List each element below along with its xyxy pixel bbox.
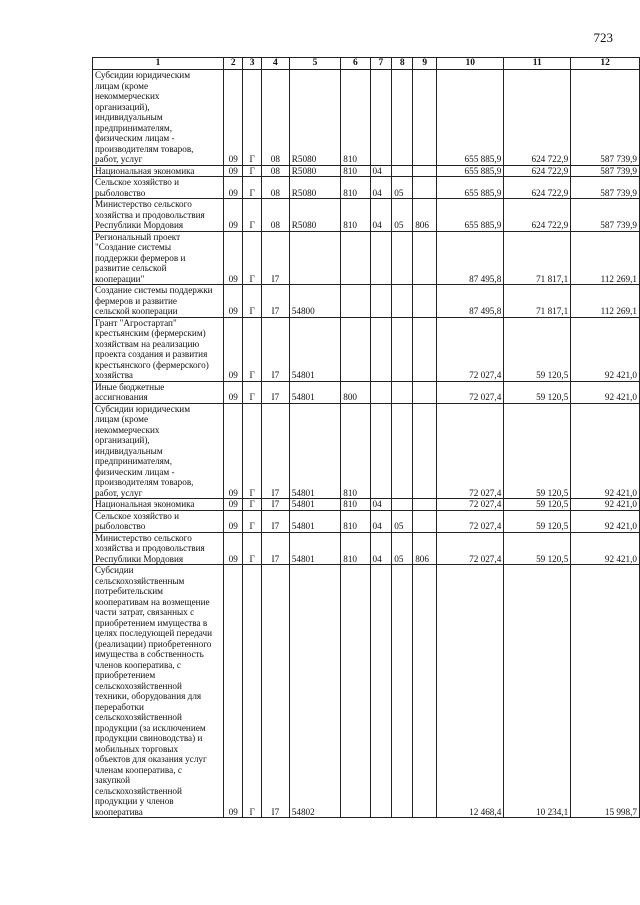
cell-c5: 54801: [289, 381, 340, 403]
cell-c3: Г: [243, 177, 262, 199]
cell-c7: 04: [370, 510, 392, 532]
cell-c2: 09: [224, 285, 243, 318]
cell-c11: 71 817,1: [504, 231, 571, 285]
column-header: 12: [571, 58, 640, 70]
cell-c10: 655 885,9: [437, 165, 504, 177]
row-name: Сельское хозяйство и рыболовство: [93, 177, 224, 199]
cell-c9: [413, 317, 437, 381]
cell-c7: 04: [370, 177, 392, 199]
cell-c5: 54801: [289, 532, 340, 565]
table-row: [93, 499, 640, 511]
cell-c3: Г: [243, 499, 262, 511]
cell-c11: 624 722,9: [504, 199, 571, 232]
cell-c10: 72 027,4: [437, 510, 504, 532]
cell-c8: [392, 231, 413, 285]
cell-c3: Г: [243, 565, 262, 818]
cell-c11: 624 722,9: [504, 70, 571, 166]
row-name: Создание системы поддержки фермеров и развитие сельской кооперации: [93, 285, 224, 318]
cell-c3: Г: [243, 231, 262, 285]
cell-c7: 04: [370, 165, 392, 177]
table-row: [93, 231, 640, 285]
row-name: Национальная экономика: [93, 499, 224, 511]
cell-c8: [392, 565, 413, 818]
cell-c6: 810: [341, 177, 370, 199]
cell-c10: 72 027,4: [437, 403, 504, 499]
cell-c10: 72 027,4: [437, 317, 504, 381]
cell-c6: 810: [341, 70, 370, 166]
cell-c3: Г: [243, 403, 262, 499]
cell-c2: 09: [224, 499, 243, 511]
cell-c2: 09: [224, 510, 243, 532]
cell-c6: 800: [341, 381, 370, 403]
budget-table: [92, 57, 640, 818]
column-header: 11: [504, 58, 571, 70]
table-row: [93, 565, 640, 818]
cell-c8: [392, 499, 413, 511]
cell-c3: Г: [243, 165, 262, 177]
row-name: Министерство сельского хозяйства и продовольствия Республики Мордовия: [93, 199, 224, 232]
cell-c2: 09: [224, 70, 243, 166]
cell-c5: 54801: [289, 317, 340, 381]
cell-c7: [370, 381, 392, 403]
cell-c7: 04: [370, 532, 392, 565]
column-header: 10: [437, 58, 504, 70]
cell-c3: Г: [243, 381, 262, 403]
cell-c2: 09: [224, 381, 243, 403]
cell-c6: 810: [341, 532, 370, 565]
cell-c6: 810: [341, 165, 370, 177]
cell-c11: 59 120,5: [504, 317, 571, 381]
row-name: Министерство сельского хозяйства и продовольствия Республики Мордовия: [93, 532, 224, 565]
column-header: 2: [224, 58, 243, 70]
row-name: Национальная экономика: [93, 165, 224, 177]
cell-c4: I7: [261, 317, 289, 381]
column-header: 1: [93, 58, 224, 70]
cell-c12: 92 421,0: [571, 510, 640, 532]
cell-c6: [341, 317, 370, 381]
cell-c4: I7: [261, 285, 289, 318]
cell-c4: I7: [261, 403, 289, 499]
row-name: Субсидии юридическим лицам (кроме некоммерческих организаций), индивидуальным предпринимателям, физическим лицам - производителям товаров, работ, услуг: [93, 403, 224, 499]
table-row: [93, 177, 640, 199]
cell-c11: 59 120,5: [504, 381, 571, 403]
row-name: Сельское хозяйство и рыболовство: [93, 510, 224, 532]
cell-c2: 09: [224, 403, 243, 499]
cell-c6: [341, 231, 370, 285]
row-name: Субсидии юридическим лицам (кроме некоммерческих организаций), индивидуальным предпринимателям, физическим лицам - производителям товаров, работ, услуг: [93, 70, 224, 166]
cell-c9: [413, 231, 437, 285]
cell-c2: 09: [224, 317, 243, 381]
cell-c4: 08: [261, 177, 289, 199]
row-name: Иные бюджетные ассигнования: [93, 381, 224, 403]
cell-c12: 92 421,0: [571, 499, 640, 511]
table-row: [93, 199, 640, 232]
cell-c2: 09: [224, 565, 243, 818]
cell-c8: [392, 70, 413, 166]
table-row: [93, 165, 640, 177]
cell-c5: 54802: [289, 565, 340, 818]
column-header: 9: [413, 58, 437, 70]
cell-c12: 92 421,0: [571, 381, 640, 403]
cell-c12: 92 421,0: [571, 532, 640, 565]
cell-c12: 587 739,9: [571, 165, 640, 177]
cell-c10: 72 027,4: [437, 381, 504, 403]
cell-c8: 05: [392, 177, 413, 199]
column-header: 6: [341, 58, 370, 70]
cell-c7: [370, 565, 392, 818]
cell-c8: [392, 285, 413, 318]
cell-c7: 04: [370, 499, 392, 511]
cell-c6: 810: [341, 403, 370, 499]
cell-c5: R5080: [289, 199, 340, 232]
cell-c9: [413, 165, 437, 177]
cell-c11: 59 120,5: [504, 403, 571, 499]
cell-c3: Г: [243, 510, 262, 532]
cell-c5: 54801: [289, 510, 340, 532]
cell-c3: Г: [243, 285, 262, 318]
table-row: [93, 381, 640, 403]
cell-c2: 09: [224, 199, 243, 232]
cell-c9: [413, 381, 437, 403]
cell-c8: [392, 381, 413, 403]
cell-c10: 72 027,4: [437, 532, 504, 565]
cell-c3: Г: [243, 532, 262, 565]
cell-c5: 54801: [289, 403, 340, 499]
table-row: [93, 285, 640, 318]
column-header: 5: [289, 58, 340, 70]
cell-c5: [289, 231, 340, 285]
cell-c3: Г: [243, 70, 262, 166]
cell-c11: 624 722,9: [504, 165, 571, 177]
cell-c9: [413, 565, 437, 818]
cell-c2: 09: [224, 231, 243, 285]
cell-c9: 806: [413, 199, 437, 232]
cell-c10: 655 885,9: [437, 177, 504, 199]
cell-c4: I7: [261, 532, 289, 565]
cell-c10: 12 468,4: [437, 565, 504, 818]
cell-c12: 92 421,0: [571, 403, 640, 499]
cell-c12: 112 269,1: [571, 231, 640, 285]
cell-c10: 655 885,9: [437, 70, 504, 166]
cell-c7: [370, 317, 392, 381]
cell-c7: [370, 231, 392, 285]
cell-c4: I7: [261, 381, 289, 403]
cell-c6: 810: [341, 199, 370, 232]
cell-c4: 08: [261, 70, 289, 166]
cell-c9: [413, 403, 437, 499]
cell-c2: 09: [224, 165, 243, 177]
cell-c4: 08: [261, 199, 289, 232]
cell-c2: 09: [224, 532, 243, 565]
cell-c6: [341, 565, 370, 818]
page-number: 723: [593, 30, 613, 45]
cell-c11: 10 234,1: [504, 565, 571, 818]
cell-c10: 655 885,9: [437, 199, 504, 232]
cell-c11: 624 722,9: [504, 177, 571, 199]
cell-c7: [370, 403, 392, 499]
cell-c9: [413, 285, 437, 318]
cell-c4: I7: [261, 499, 289, 511]
cell-c6: [341, 285, 370, 318]
table-row: [93, 403, 640, 499]
row-name: Грант "Агростартап" крестьянским (фермерским) хозяйствам на реализацию проекта создания и развития крестьянского (фермерского) хозяйства: [93, 317, 224, 381]
cell-c7: [370, 70, 392, 166]
cell-c6: 810: [341, 510, 370, 532]
cell-c10: 87 495,8: [437, 231, 504, 285]
cell-c12: 112 269,1: [571, 285, 640, 318]
cell-c8: [392, 317, 413, 381]
cell-c11: 59 120,5: [504, 532, 571, 565]
row-name: Субсидии сельскохозяйственным потребительским кооперативам на возмещение части затрат, связанных с приобретением имущества в целях последующей передачи (реализации) приобретенного имущества в собственность членов кооператива, с приобретением сельскохозяйственной техники, оборудования для переработки сельскохозяйственной продукции (за исключением продукции свиноводства) и мобильных торговых объектов для оказания услуг членам кооператива, с закупкой сельскохозяйственной продукции у членов кооператива: [93, 565, 224, 818]
cell-c11: 59 120,5: [504, 510, 571, 532]
cell-c8: 05: [392, 532, 413, 565]
cell-c6: 810: [341, 499, 370, 511]
cell-c8: 05: [392, 510, 413, 532]
cell-c2: 09: [224, 177, 243, 199]
cell-c12: 15 998,7: [571, 565, 640, 818]
table-row: [93, 532, 640, 565]
cell-c8: [392, 403, 413, 499]
row-name: Региональный проект "Создание системы поддержки фермеров и развитие сельской кооперации": [93, 231, 224, 285]
cell-c5: 54801: [289, 499, 340, 511]
cell-c9: 806: [413, 532, 437, 565]
cell-c9: [413, 177, 437, 199]
cell-c10: 72 027,4: [437, 499, 504, 511]
cell-c3: Г: [243, 199, 262, 232]
cell-c5: R5080: [289, 165, 340, 177]
cell-c9: [413, 499, 437, 511]
cell-c10: 87 495,8: [437, 285, 504, 318]
cell-c9: [413, 510, 437, 532]
cell-c12: 587 739,9: [571, 177, 640, 199]
cell-c4: I7: [261, 231, 289, 285]
cell-c5: R5080: [289, 70, 340, 166]
cell-c7: [370, 285, 392, 318]
column-header: 3: [243, 58, 262, 70]
cell-c9: [413, 70, 437, 166]
cell-c3: Г: [243, 317, 262, 381]
cell-c4: I7: [261, 510, 289, 532]
cell-c12: 587 739,9: [571, 70, 640, 166]
column-number-row: [93, 58, 640, 70]
cell-c4: I7: [261, 565, 289, 818]
cell-c8: [392, 165, 413, 177]
cell-c5: 54800: [289, 285, 340, 318]
cell-c11: 71 817,1: [504, 285, 571, 318]
cell-c11: 59 120,5: [504, 499, 571, 511]
column-header: 4: [261, 58, 289, 70]
table-row: [93, 510, 640, 532]
cell-c8: 05: [392, 199, 413, 232]
cell-c7: 04: [370, 199, 392, 232]
cell-c12: 92 421,0: [571, 317, 640, 381]
cell-c12: 587 739,9: [571, 199, 640, 232]
table-row: [93, 317, 640, 381]
column-header: 8: [392, 58, 413, 70]
cell-c4: 08: [261, 165, 289, 177]
table-row: [93, 70, 640, 166]
column-header: 7: [370, 58, 392, 70]
cell-c5: R5080: [289, 177, 340, 199]
